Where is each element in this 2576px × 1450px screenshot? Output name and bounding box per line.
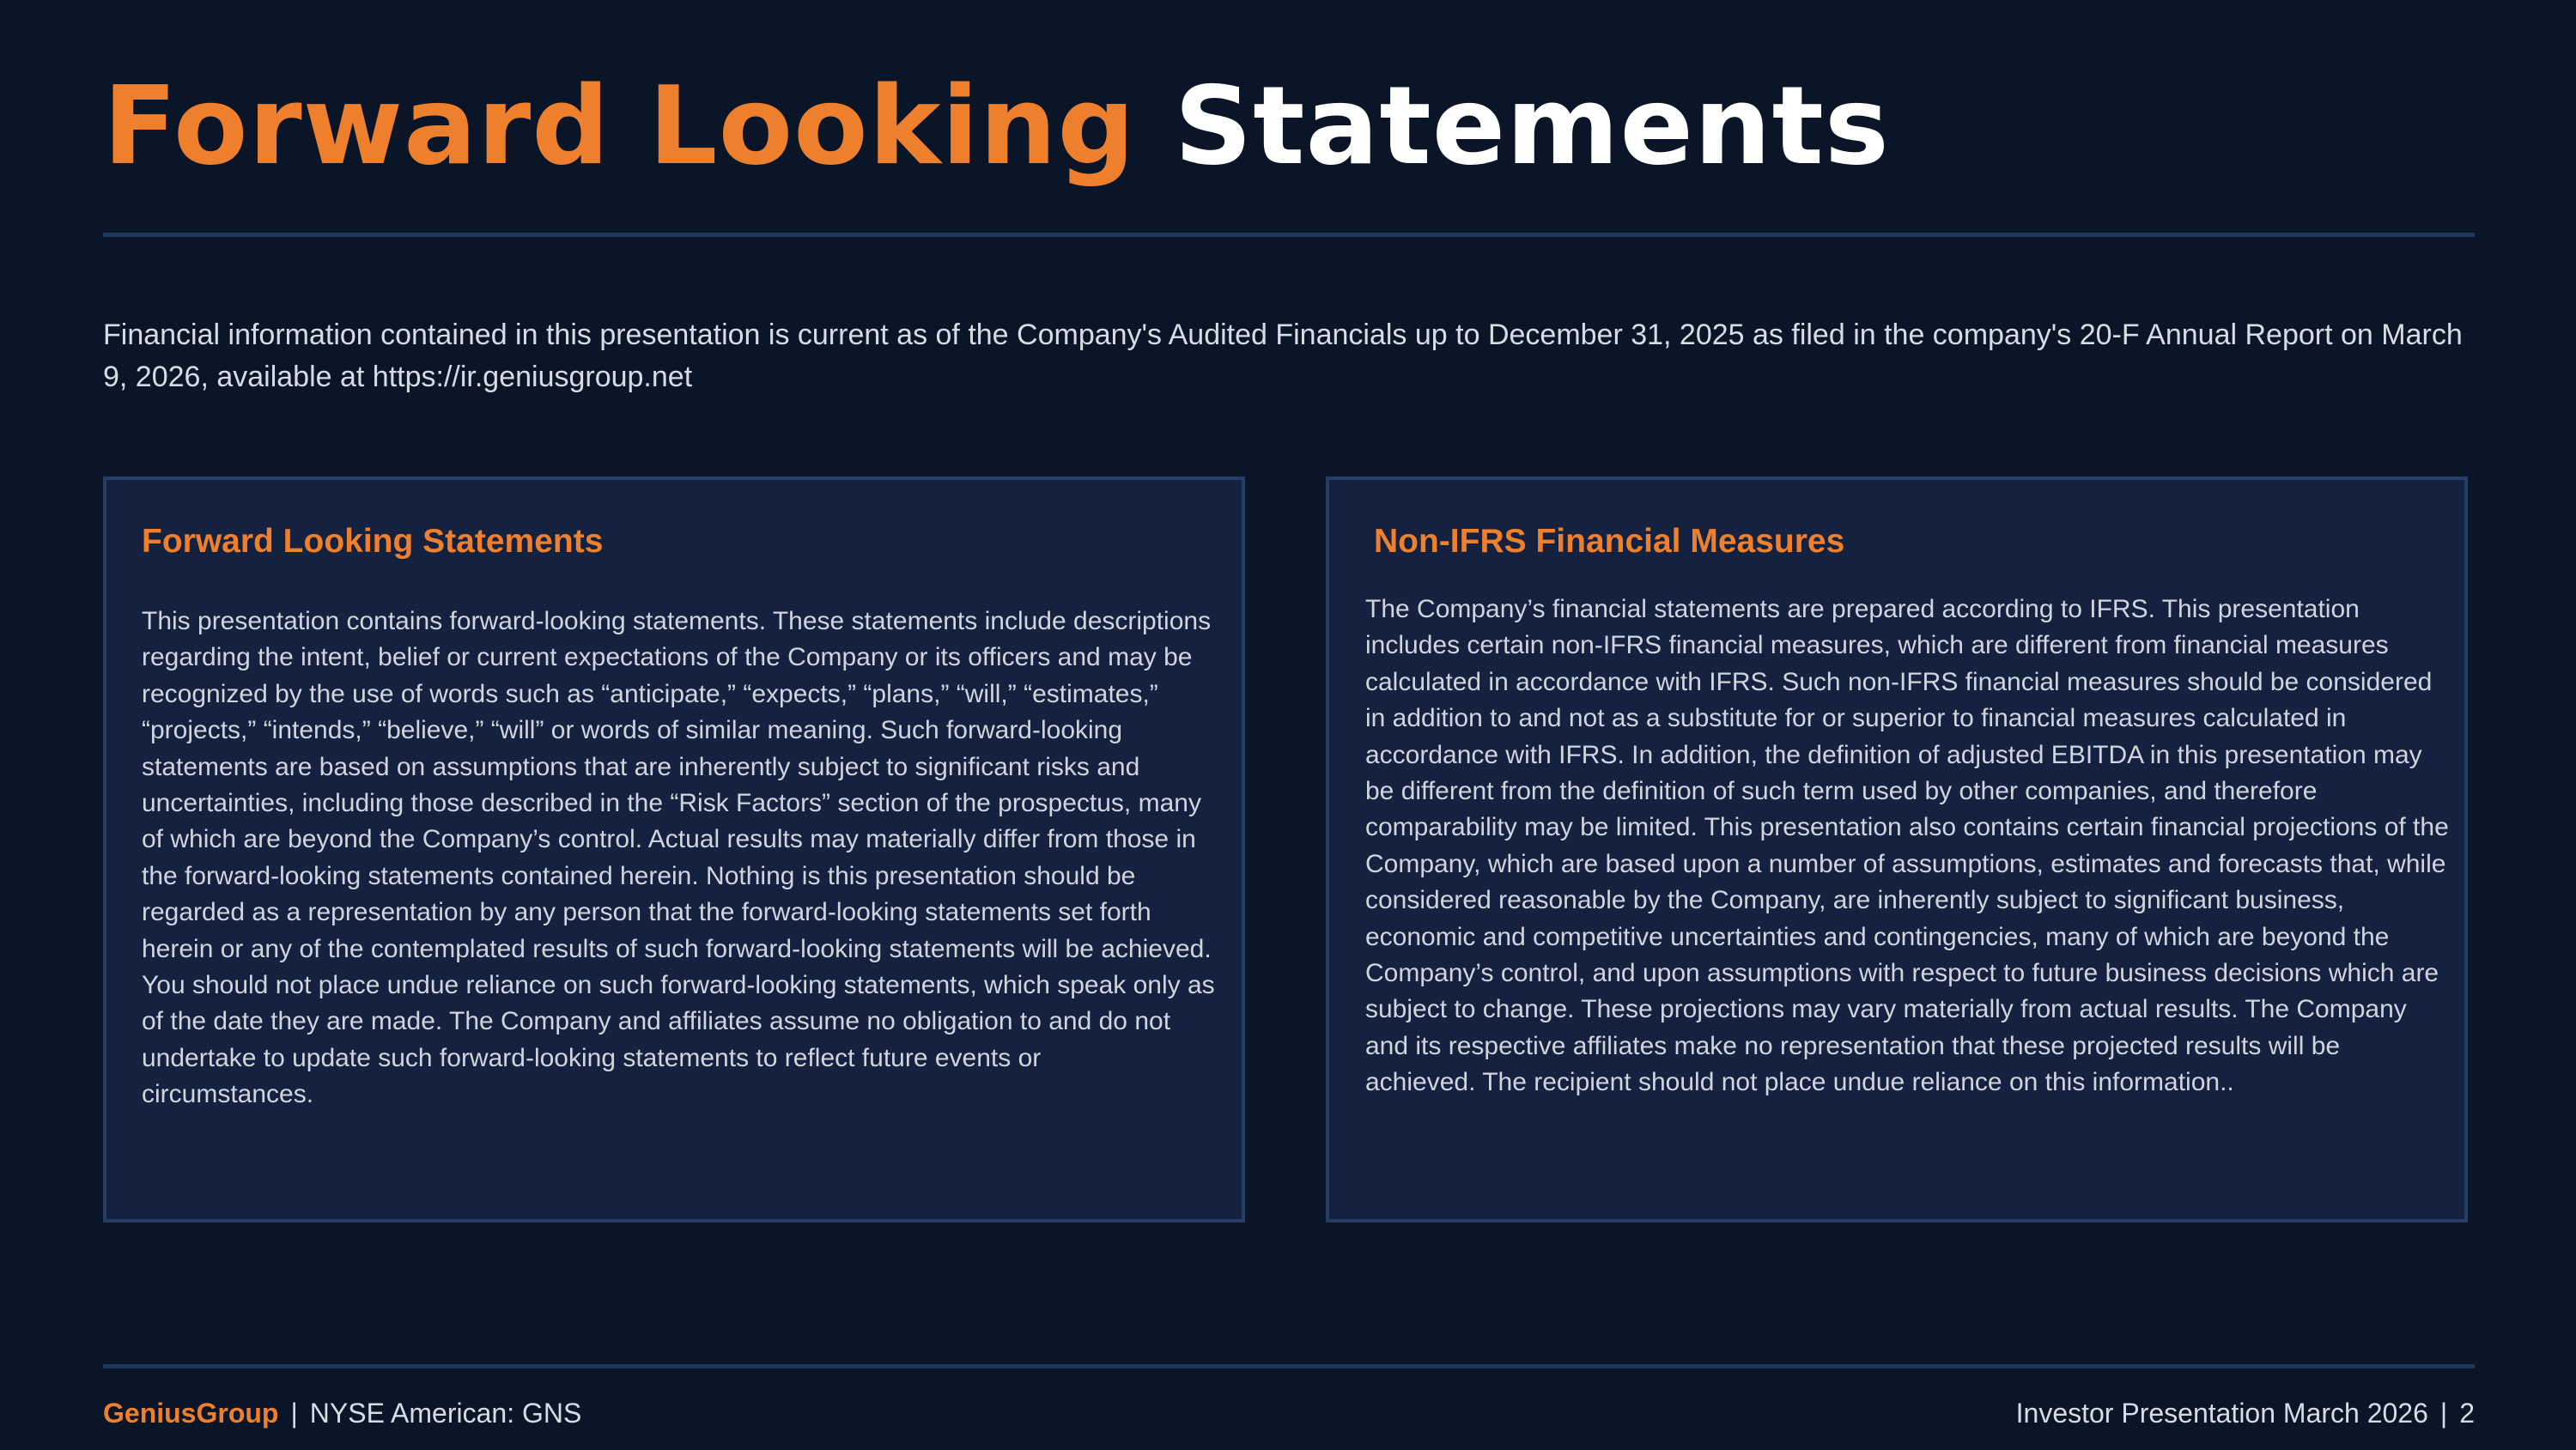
title-divider [103,233,2475,237]
intro-text: Financial information contained in this presentation is current as of the Company's Audited Financials up to December 31, 2025 as filed in the company's 20-F Annual Report on March 9, 2026, available at https://ir.geniusgroup.net [103,319,2463,393]
footer-page-number: 2 [2459,1398,2475,1429]
footer-brand: GeniusGroup [103,1398,279,1429]
non-ifrs-heading: Non-IFRS Financial Measures [1374,523,1845,560]
footer-divider [103,1364,2475,1368]
footer-presentation: Investor Presentation March 2026 [2015,1398,2428,1429]
forward-looking-heading: Forward Looking Statements [142,523,604,560]
forward-looking-panel [103,476,1245,1222]
page-title [103,53,1890,199]
footer-separator-right: | [2439,1398,2448,1429]
footer-right [2016,1394,2475,1432]
footer-separator: | [290,1398,298,1429]
footer-exchange: NYSE American: GNS [309,1398,582,1429]
footer-left [103,1394,581,1432]
page-title-accent: Forward Looking [103,63,1136,189]
forward-looking-body: This presentation contains forward-looking statements. These statements include descriptions regarding the intent, belief or current expectations of the Company or its officers and may be recognized by the use of words such as “anticipate,” “expects,” “plans,” “will,” “estimates,” “projects,” “intends,” “believe,” “will” or words of similar meaning. Such forward-looking statements are based on assumptions that are inherently subject to significant risks and uncertainties, including those described in the “Risk Factors” section of the prospectus, many of which are beyond the Company’s control. Actual results may materially differ from those in the forward-looking statements contained herein. Nothing is this presentation should be regarded as a representation by any person that the forward-looking statements set forth herein or any of the contemplated results of such forward-looking statements will be achieved. You should not place undue reliance on such forward-looking statements, which speak only as of the date they are made. The Company and affiliates assume no obligation to and do not undertake to update such forward-looking statements to reflect future events or circumstances. [142,607,1215,1109]
non-ifrs-body: The Company’s financial statements are prepared according to IFRS. This presentation includes certain non-IFRS financial measures, which are different from financial measures calculated in accordance with IFRS. Such non-IFRS financial measures should be considered in addition to and not as a substitute for or superior to financial measures calculated in accordance with IFRS. In addition, the definition of adjusted EBITDA in this presentation may be different from the definition of such term used by other companies, and therefore comparability may be limited. This presentation also contains certain financial projections of the Company, which are based upon a number of assumptions, estimates and forecasts that, while considered reasonable by the Company, are inherently subject to significant business, economic and competitive uncertainties and contingencies, many of which are beyond the Company’s control, and upon assumptions with respect to future business decisions which are subject to change. These projections may vary materially from actual results. The Company and its respective affiliates make no representation that these projected results will be achieved. The recipient should not place undue reliance on this information.. [1365,595,2449,1097]
page-title-plain: Statements [1174,63,1890,189]
non-ifrs-panel [1326,476,2468,1222]
